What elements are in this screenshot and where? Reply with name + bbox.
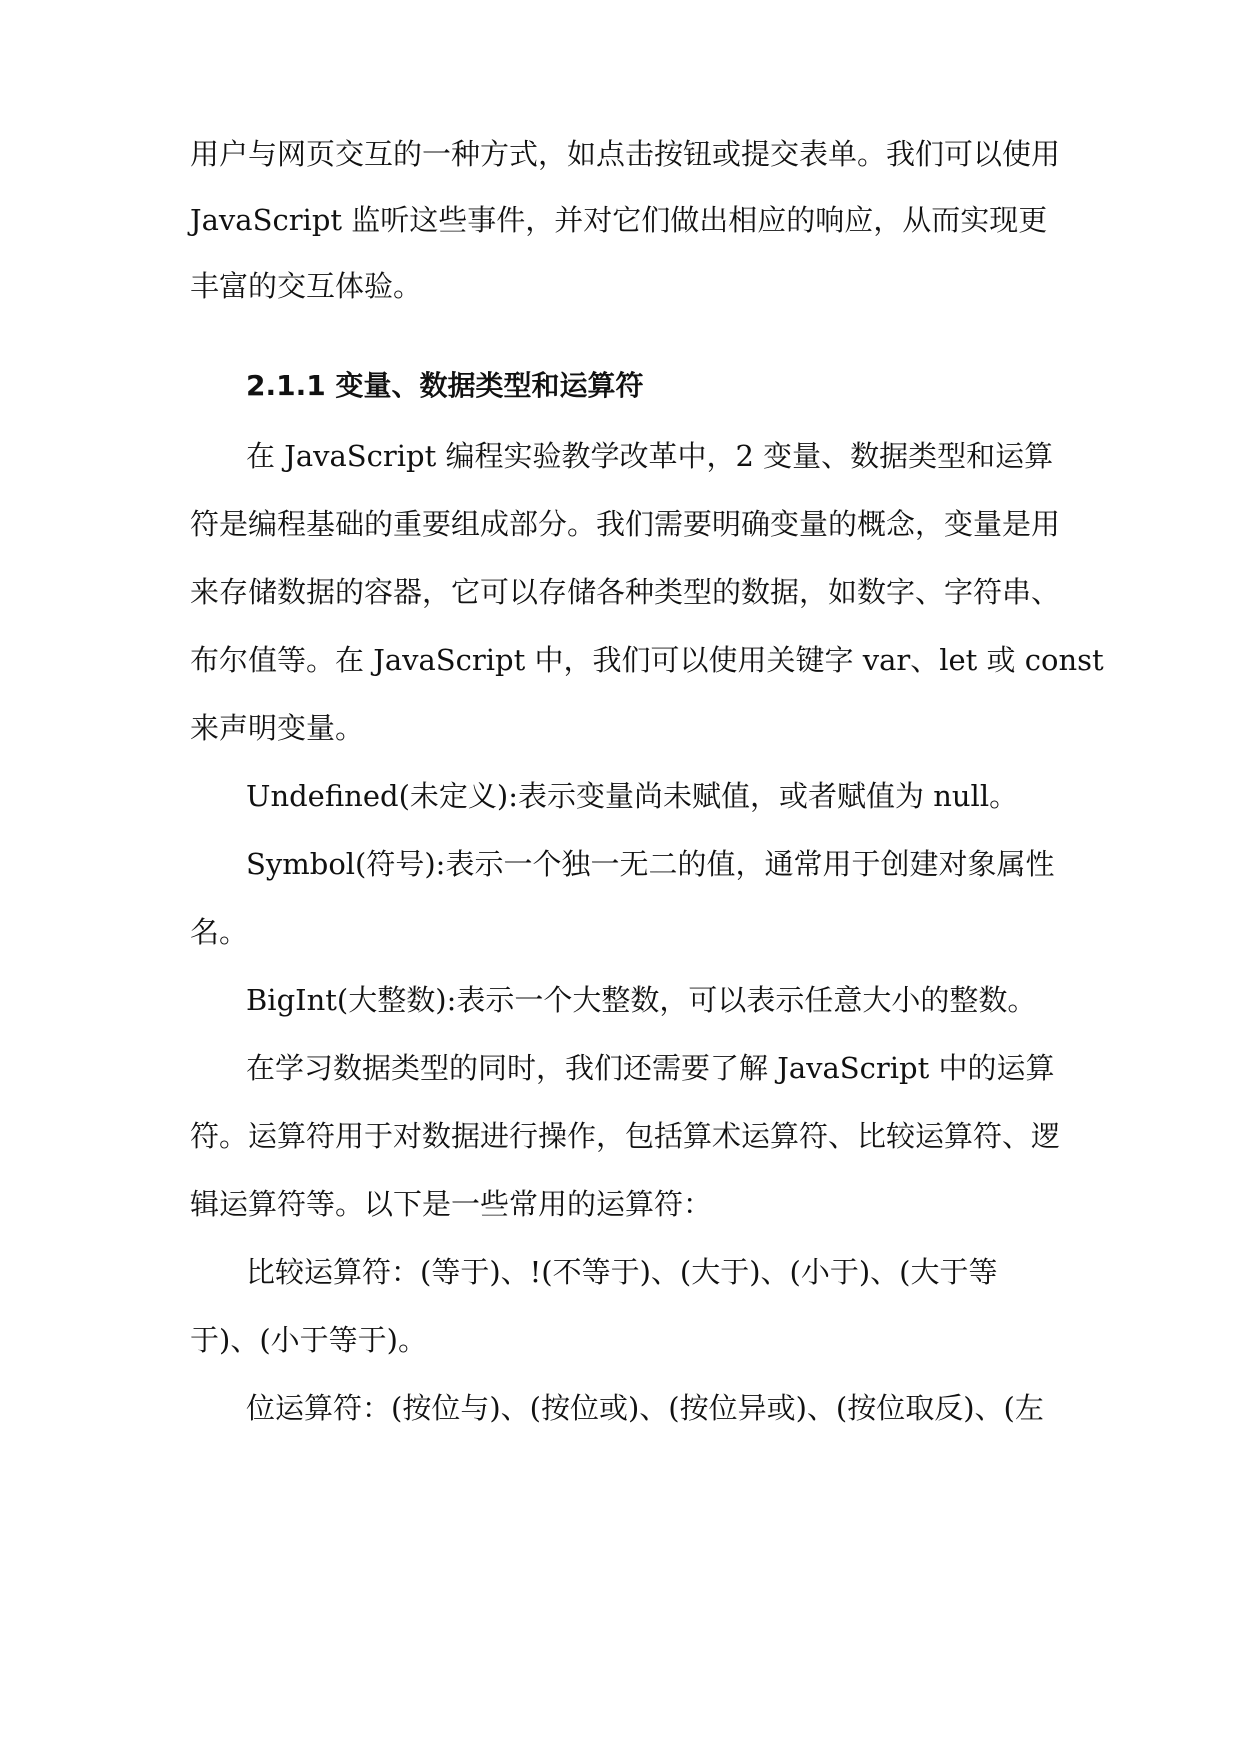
text-line: 丰富的交互体验。 <box>190 269 423 303</box>
text-line: 来声明变量。 <box>190 711 365 745</box>
text-line: 辑运算符等。以下是一些常用的运算符： <box>190 1187 713 1221</box>
text-line: 在学习数据类型的同时，我们还需要了解 JavaScript 中的运算 <box>246 1051 1055 1085</box>
text-line: 位运算符：(按位与)、(按位或)、(按位异或)、(按位取反)、(左 <box>246 1391 1044 1425</box>
text-line: 用户与网页交互的一种方式，如点击按钮或提交表单。我们可以使用 <box>190 137 1061 171</box>
text-line: 布尔值等。在 JavaScript 中，我们可以使用关键字 var、let 或 const <box>190 643 1104 677</box>
text-line: 在 JavaScript 编程实验教学改革中，2 变量、数据类型和运算 <box>246 439 1054 473</box>
text-line: Undefined(未定义):表示变量尚未赋值，或者赋值为 null。 <box>246 779 1019 813</box>
text-line: JavaScript 监听这些事件，并对它们做出相应的响应，从而实现更 <box>190 203 1048 237</box>
text-line: 名。 <box>190 915 249 949</box>
section-heading: 2.1.1 变量、数据类型和运算符 <box>246 369 644 402</box>
text-line: 于)、(小于等于)。 <box>190 1323 427 1357</box>
text-line: 比较运算符：(等于)、!(不等于)、(大于)、(小于)、(大于等 <box>246 1255 998 1289</box>
text-line: BigInt(大整数):表示一个大整数，可以表示任意大小的整数。 <box>246 983 1037 1017</box>
text-line: Symbol(符号):表示一个独一无二的值，通常用于创建对象属性 <box>246 847 1055 881</box>
text-line: 符。运算符用于对数据进行操作，包括算术运算符、比较运算符、逻 <box>190 1119 1061 1153</box>
text-line: 来存储数据的容器，它可以存储各种类型的数据，如数字、字符串、 <box>190 575 1061 609</box>
text-line: 符是编程基础的重要组成部分。我们需要明确变量的概念，变量是用 <box>190 507 1061 541</box>
